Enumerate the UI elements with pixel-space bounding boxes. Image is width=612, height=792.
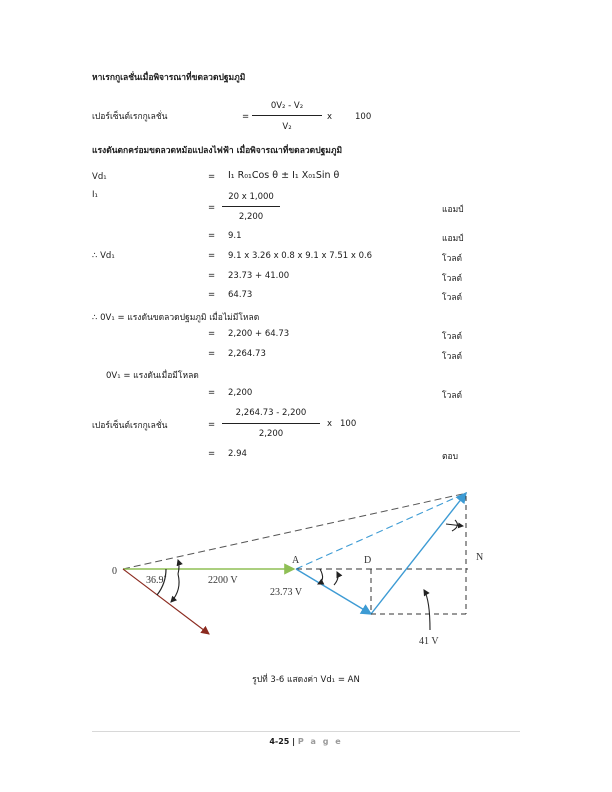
ov1-result-value: 2,264.73 [228,349,266,359]
vd-formula-left: Vd₁ [92,172,107,182]
i1-value-unit: แอมป์ [442,234,464,244]
v1-value-unit: โวลต์ [442,391,463,401]
vd-result-unit: โวลต์ [442,293,463,303]
section-heading-voltage-drop: แรงดันตกคร่อมขดลวดหม้อแปลงไฟฟ้า เมื่อพิจารณาที่ขดลวดปฐมภูมิ [92,146,343,156]
vd-sum-unit: โวลต์ [442,274,463,284]
eq2-hundred: 100 [340,419,357,429]
v1-value-equals: = [208,388,216,398]
tip-angle-arrow [446,524,463,526]
eq1-times: x [327,112,333,122]
ov1-result-unit: โวลต์ [442,352,463,362]
figure-caption: รูปที่ 3-6 แสดงค่า Vd₁ = AN [252,675,360,685]
section-heading-regulation: หาเรกกูเลชั่นเมื่อพิจารณาที่ขดลวดปฐมภูมิ [92,73,246,83]
angle-a-arrow2 [334,572,338,585]
i1-denominator: 2,200 [238,212,264,222]
i1-left: I₁ [92,190,98,200]
i1-numerator: 20 x 1,000 [228,192,274,202]
eq2-equals: = [208,420,216,430]
eq2-label: เปอร์เซ็นต์เรกกูเลชั่น [92,421,168,431]
label-voltage: 2200 V [208,575,238,586]
final-answer-label: ตอบ [442,452,459,462]
vd-calc-unit: โวลต์ [442,254,463,264]
eq2-fraction-bar [222,423,320,424]
eq1-equals: = [242,112,250,122]
eq1-denominator: V₂ [282,122,292,132]
vd-calc-left: ∴ Vd₁ [92,251,115,261]
angle-a-arrow [318,569,323,584]
label-origin: 0 [112,566,117,577]
eq2-times: x [327,419,333,429]
ov1-result-equals: = [208,349,216,359]
final-value: 2.94 [228,449,247,459]
vd-result-equals: = [208,290,216,300]
ov1-definition: ∴ 0V₁ = แรงดันขดลวดปฐมภูมิ เมื่อไม่มีโหลด [92,313,260,323]
final-equals: = [208,449,216,459]
v1-value: 2,200 [228,388,253,398]
angle-arc-arrow-up [178,560,179,574]
ov1-sum-equals: = [208,329,216,339]
vd-formula-equals: = [208,172,216,182]
an-dashed-line [296,493,466,569]
eq1-label: เปอร์เซ็นต์เรกกูเลชั่น [92,112,168,122]
eq2-numerator: 2,264.73 - 2,200 [235,408,307,418]
eq2-denominator: 2,200 [258,429,284,439]
label-a: A [292,555,300,566]
label-angle: 36.9˚ [146,575,167,586]
vd-sum-value: 23.73 + 41.00 [228,271,290,281]
page-separator: | [292,737,296,746]
i1-unit: แอมป์ [442,205,464,215]
vd-formula-right: I₁ R₀₁Cos θ ± I₁ X₀₁Sin θ [228,170,340,181]
angle-arc-arrow [171,574,179,602]
i1-value-equals: = [208,231,216,241]
vd-calc-equals: = [208,251,216,261]
eq1-hundred: 100 [355,112,372,122]
label-ix: 41 V [419,636,439,647]
page-word: P a g e [297,737,343,746]
v1-definition: 0V₁ = แรงดันเมื่อมีโหลด [106,371,199,381]
ix-label-pointer [424,590,430,630]
label-d: D [364,555,372,566]
eq1-numerator: 0V₂ - V₂ [270,101,304,111]
ir-drop-phasor [296,569,371,614]
footer-rule [92,731,520,732]
ov1-sum-unit: โวลต์ [442,332,463,342]
i1-value: 9.1 [228,231,242,241]
i1-equals: = [208,203,216,213]
vd-sum-equals: = [208,271,216,281]
i1-fraction-bar [222,206,280,207]
page-footer [0,737,612,746]
vd-result-value: 64.73 [228,290,253,300]
page-number: 4-25 [269,737,290,746]
vd-calc-value: 9.1 x 3.26 x 0.8 x 9.1 x 7.51 x 0.6 [228,251,373,261]
label-n: N [476,552,484,563]
phasor-diagram [0,470,612,670]
label-ir: 23.73 V [270,587,303,598]
eq1-fraction-bar [252,115,322,116]
ov1-sum-value: 2,200 + 64.73 [228,329,290,339]
